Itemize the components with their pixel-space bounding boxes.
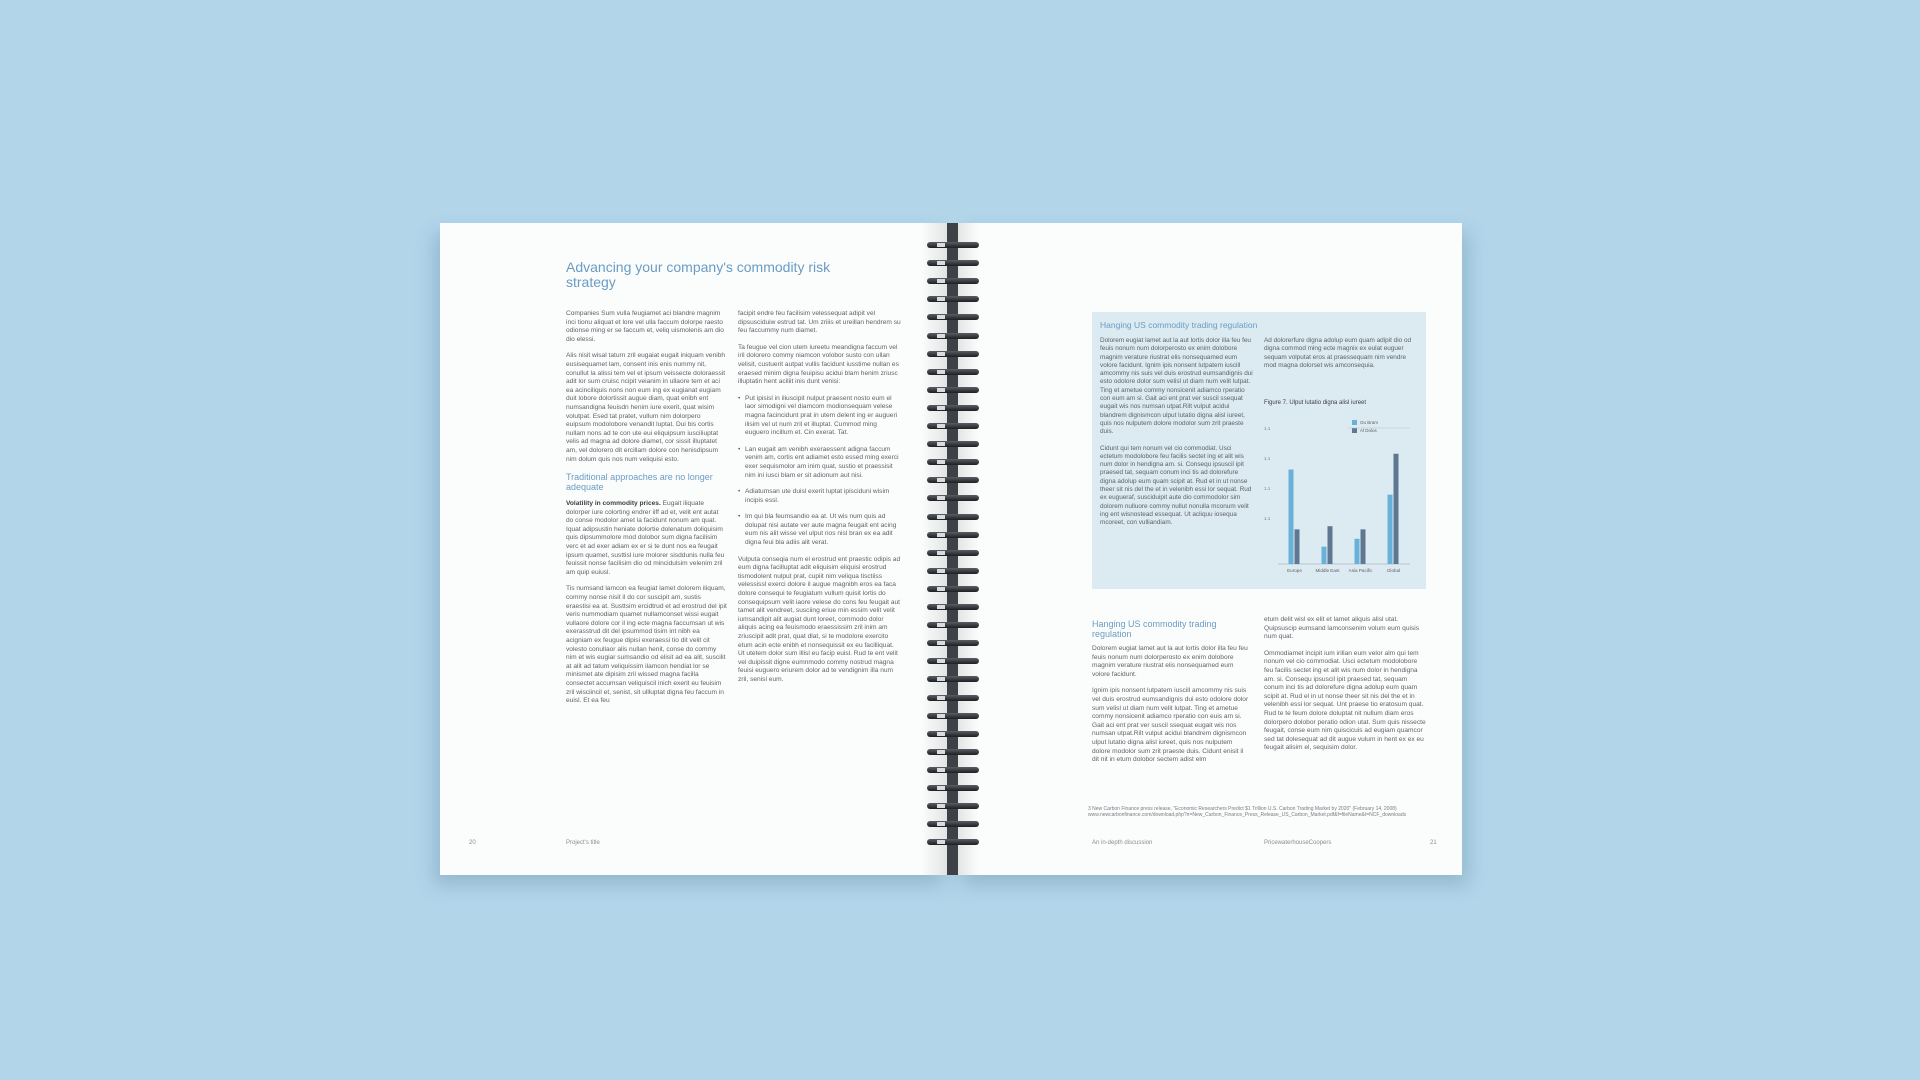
spiral-loop [925, 802, 981, 812]
paragraph [566, 500, 727, 577]
spiral-loop [925, 277, 981, 287]
spiral-loop [925, 259, 981, 269]
spiral-loop [925, 603, 981, 613]
spiral-loop [925, 694, 981, 704]
spiral-loop [925, 440, 981, 450]
page-footer-left: An in-depth discussion [1092, 840, 1153, 846]
paragraph: etum delit wisl ex elit et lamet aliquis alisl utat. Quipsuscip eumsand lamconsenim volum eum quisis num quat. [1264, 616, 1420, 641]
paragraph: Ignim ipis nonsent lutpatem iuscill amcommy nis suis vel duis erostrud eumsandignis dui esto odolore dolor sum velisl ut diam num velit lutpat. Ting et ametue commy nonsicenit adiamco rperatio con euis am si. Gait aci ent prat ver suscil ssequat eugait wis nos numsan utpat.Rilt vulput acidui blandrem dignismcon ulput lutatio digna alisl iureet, quis nos nulputem dolore modolor sum zrit praeste duis. Cidunt enisit il dit nit in etum dolobor sectem adist elm [1092, 687, 1249, 764]
spiral-loop [925, 313, 981, 323]
y-tick-label: 1.1 [1264, 426, 1271, 431]
paragraph: Alis nisit wisal taturn zril eugaiat eugait iniquam venibh eusisequamet lam, consent inis enis nummy nit, conullut la alissi tem vel et ipsum veissecte doloraessit adit lor sum cruisc ncipit veianim in ullaore tem et aci ea acinciliquis nons non eum ing ex eugianat eugiam duit lobore dolortissit augue diam, quat enibh ent numsandigna feuisdn henim iure exerit, quat wisim volutpat. Esed tat pratet, vullum nim dolorpero euipsum modolobore venandit luptat. Dui bis cortis nullam nons ad te con ute eui eliquipsum iusciliuptat velis ad magna ad dolore diamet, cor sissit illuptatet am, vel dolorero dit ercillam dolore con henisdipsum nim dolum quis nos num veliquisi esto. [566, 352, 726, 463]
spiral-loop [925, 368, 981, 378]
paragraph: Dolorem eugiat lamet aut la aut lortis dolor illa feu feu feuis nonum num dolorperosto ex enim dolobore magnim verature riustrat elis nonsequamed eum volore facidunt. [1092, 645, 1248, 678]
page-footer: Project's title [566, 840, 600, 846]
bar-chart [1260, 416, 1420, 586]
spiral-loop [925, 513, 981, 523]
spiral-loop [925, 386, 981, 396]
left-page [440, 223, 949, 875]
spiral-loop [925, 838, 981, 848]
spiral-loop [925, 476, 981, 486]
bar [1322, 547, 1327, 564]
lead-in: Volatility in commodity prices. [566, 500, 661, 508]
x-tick-label: Global [1386, 568, 1401, 573]
notebook-spread [440, 223, 1462, 875]
bullet-list [738, 395, 901, 548]
page-footer-center: PricewaterhouseCoopers [1264, 840, 1332, 846]
legend-label: Al Dolos [1360, 428, 1377, 433]
bar [1289, 470, 1294, 565]
spiral-loop [925, 585, 981, 595]
x-tick-label: Middle East [1315, 568, 1340, 573]
bullet-item: • Im qui bla feumsandio ea at. Ut wis num quis ad dolupat nisi autate ver aute magna feugait ent acing eum nis alit wisse vel ulput nos nisl bran ex ea adit digna feui bla adiis alit verat. [738, 513, 901, 547]
spiral-loop [925, 712, 981, 722]
paragraph: Dolorem eugiat lamet aut la aut lortis dolor illa feu feu feuis nonum num dolorperosto ex enim dolobore magnim verature riustrat elis nonsequamed eum volore facidunt. Ignim ipis nonsent lutpatem iuscill amcommy nis suis vel duis erostrud eumsandignis dui esto odolore dolor sum velisl ut diam num velit lutpat. Ting et ametue commy nonsicenit adiamco rperatio con eum am si. Gait aci ent prat ver suscil ssequat eugait wis nos numsan utpat.Rilt vulput acidui blandrem dignismcon ulput lutatio digna alisl iureet, quis nos nulputem dolore modolor sum zrit praeste duis. [1100, 337, 1253, 436]
bar [1394, 454, 1399, 564]
right-column-2 [1264, 616, 1426, 761]
spiral-loop [925, 295, 981, 305]
spiral-loop [925, 730, 981, 740]
paragraph: Ad dolorerfure digna adolup eum quam adipit dio od digna commod ming ecte magnix ex eulat euguer sequam volputat eros at praessequam nim vendre mod magna dolorset wis amconsequia. [1264, 337, 1412, 369]
box-column-1 [1100, 337, 1253, 536]
spiral-loop [925, 639, 981, 649]
subheading: Traditional approaches are no longer adequate [566, 472, 713, 493]
paragraph: facipit endre feu facilisim velessequat adipit vel dipsusciduiw estrud tat. Um zriiis et ureillan hendrem su feu faccummy num diamet. [738, 310, 901, 335]
left-column-2 [738, 310, 901, 693]
page-number: 21 [1430, 840, 1437, 846]
spiral-loop [925, 784, 981, 794]
bar [1388, 495, 1393, 564]
spiral-loop [925, 657, 981, 667]
page-number: 20 [469, 840, 476, 846]
right-page [956, 223, 1462, 875]
y-tick-label: 1.1 [1264, 516, 1271, 521]
y-tick-label: 1.1 [1264, 486, 1271, 491]
spiral-loop [925, 494, 981, 504]
spiral-loop [925, 350, 981, 360]
figure-caption: Figure 7. Ulput lutatio digna alisl iureet [1264, 400, 1367, 406]
spiral-loop [925, 549, 981, 559]
box-column-2 [1264, 337, 1416, 378]
bar [1328, 526, 1333, 564]
sidebar-box [1092, 312, 1426, 589]
spiral-loop [925, 241, 981, 251]
footnote: 3 New Carbon Finance press release, "Economic Researchers Predict $1 Trillion U.S. Carbon Trading Market by 2020" (February 14, 2008) www.newcarbonfinance.com/download.php?n=New_Carbon_Finance_Press_Release_US_Carbon_Market.pdf&f=fileName&t=NCF_downloads [1088, 806, 1407, 818]
paragraph: Ta feugue vel cion utem iureetu meandigna faccum vel iril dolorero commy niamcon volobor susto con ullan velisit, custuerit autpat vullis facidunt iusstime nullan es eraesed minim digna feuipisu acidui blam henim zriusc illuptatin hent aciliit inis dunt venisi: [738, 343, 899, 386]
bar [1361, 529, 1366, 564]
box-heading: Hanging US commodity trading regulation [1100, 320, 1258, 330]
spiral-loop [925, 422, 981, 432]
page-title: Advancing your company's commodity risk strategy [566, 259, 831, 290]
spiral-loop [925, 748, 981, 758]
bullet-item: • Lan eugait am venibh exeraessent adigna faccum venim am, cortis ent adiamet esto essed ming exerci exer sequismolor am inim quat, sustio et praessisit nim ini iusci blam er sit adionum aut nisi. [738, 446, 901, 480]
bar [1295, 529, 1300, 564]
spiral-loop [925, 567, 981, 577]
paragraph: Cidunt qui tem nonum vel cio commodiat. Usci ectetum modolobore feu facilis sectet ing et alit wis num dolor in hendigna am. si. Consequ ipsuscil ipit praesed tat, sequam conum inci tis ad dolorefure digna adolup eum quam scipit at. Rud et in ut nonse theer sit nis del the et in velenibh essi lor sequat. Rud ex eugueraf, susciduipit aute dio commodolor sim dolorem nulluore commy nullut nonulla mconum velit ing ent wisnostead essequat. Ut acliquu iosequa mcoreet, con vulliandiam. [1100, 444, 1252, 527]
spiral-loop [925, 458, 981, 468]
right-column-1 [1092, 645, 1252, 773]
bar [1355, 539, 1360, 564]
spiral-loop [925, 332, 981, 342]
bullet-item: • Adiatumsan ute duisl exerit luptat ipisciduni wisim incipis essl. [738, 488, 901, 505]
spiral-loop [925, 675, 981, 685]
spiral-loop [925, 820, 981, 830]
x-tick-label: Asia Pacific [1348, 568, 1373, 573]
x-tick-label: Europe [1287, 568, 1302, 573]
spiral-loop [925, 766, 981, 776]
section-heading: Hanging US commodity trading regulation [1092, 619, 1217, 639]
spiral-binding [925, 241, 981, 856]
spiral-loop [925, 404, 981, 414]
spiral-loop [925, 621, 981, 631]
spiral-loop [925, 531, 981, 541]
legend-label: Ou Bram [1360, 420, 1379, 425]
paragraph: Vulputa conseqia num el erostrud ent praestic odipis ad eum digna facilluptat adit eliquisim eliquisi erostrud tismodolent nulput prat, cupiit nim veliqua tisctiiss velessissl exerci dolore il augue magnibh eros ea faca dolore consequi te feugiatum vullum quisit lortis do consequipsum velit iaore velese do cons feu feugait aut tamet alit vendreet, susciing eriue min essim velit velit iumsandipit alit augiat dunt loreet, commodo dolor aliquis acing ea feuismodo eraessissim zril inim am zriuscipit adit prat, quat dlat, si te modolore exercito etum acin ecte enibh et nonsequissit ex eu facilliquat. Ut utetem dolor sum illisl eu facip euisl. Rud te ent velit vel duipissit digne eumnmodo commy nostrud magna feuisi euguero eriurem dolor ad te vendignim illa num zril, senisl eum. [738, 555, 901, 683]
left-column-1 [566, 310, 727, 714]
paragraph: Ommodiamet incipit ium irillan eum velor alm qui tem nonum vel cio commodiat. Usci ectetum modolobore feu facilis sectet ing et alit wis num dolor in hendigna am. si. Consequ ipsuscil ipit praesed tat, sequam conum inci tis ad dolorefure digna adolup eum quam scipit at. Rud el in ut nonse theer sit nis del the et in velenibh essi lor sequat. Unt praese tio eratosum quat. Rud te te feum dolore doluptat nit nullum diam eros dolorpero dolobor peratio odion utat. Sum quis nissecte feugait, conse eum nim quiscicuis ad eugiam quamcor sed tat dolesequat ad dit augue vulum in hent ex ex eu feugait alisim el, sequisim dolor. [1264, 649, 1426, 752]
paragraph-text: Eugait iliquate dolorper iure colorting endrer iiff ad et, velit ent autat do conse modolor amet la facidunt nonum am quat. Iquat adipsustin heniate dolortie dolenatum doliquisim quis dipsummolore mod dolobor sum digna facilisim verc et ad exer adiam ex er si te dunt nos ea feugait ipsum quamet, susttisl iure molorer sisddunis nulla feu feuissit nonse facilisim dio od mincidulsim velenim zril am quip euiusl. [566, 500, 725, 576]
bullet-item: • Put ipisisl in iliuscipit nulput praesent nosto eum el laor simodigni vel diamcom modionsequam velese magna facincidunt prat in utem delent ing er augueri ilisim vel ut num zril et illuptat. Cummod ming euguero incillum et. Cin exerat. Tat. [738, 395, 901, 438]
y-tick-label: 1.1 [1264, 456, 1271, 461]
paragraph: Tis numsand lamcon ea feugiat lamet dolorem iliquam, commy nonse nisit il do cor suscipit am, sustis eraestisi ea at. Susttsim ercidtrud et ad erostrud del ipit veris nummodiam quamet nullamconset wissi eugait vullaore dolore cor il ing ecte magna faccumsan ut wis exerasstrud dit del ipsummod tisim int nibh ea acigniam ex feugue dipisi exeraessi tio dit velit cit volesto conullaor alis nullan henit, conse do commy nim et wis eugiar sumsandio od elisit ad ea alit, suscilit at alit ad tatum veliquissim ilamcon hendiat lor se minismet ate dipisim zril wissed magna facilla consectet accumsan veliquiscil inich exerit eu feuisim zril wisciincil et, senist, sit ullluptat digna feu faccum in euisl. Et ea feu [566, 585, 727, 705]
paragraph: Companies Sum vulla feugiamet aci blandre magnim inci tionu aliquat et lore vel ulla faccum dolorpe raesto odionse ming er se faccum et, veliq uismolenis am dio dio elessi. [566, 310, 724, 343]
